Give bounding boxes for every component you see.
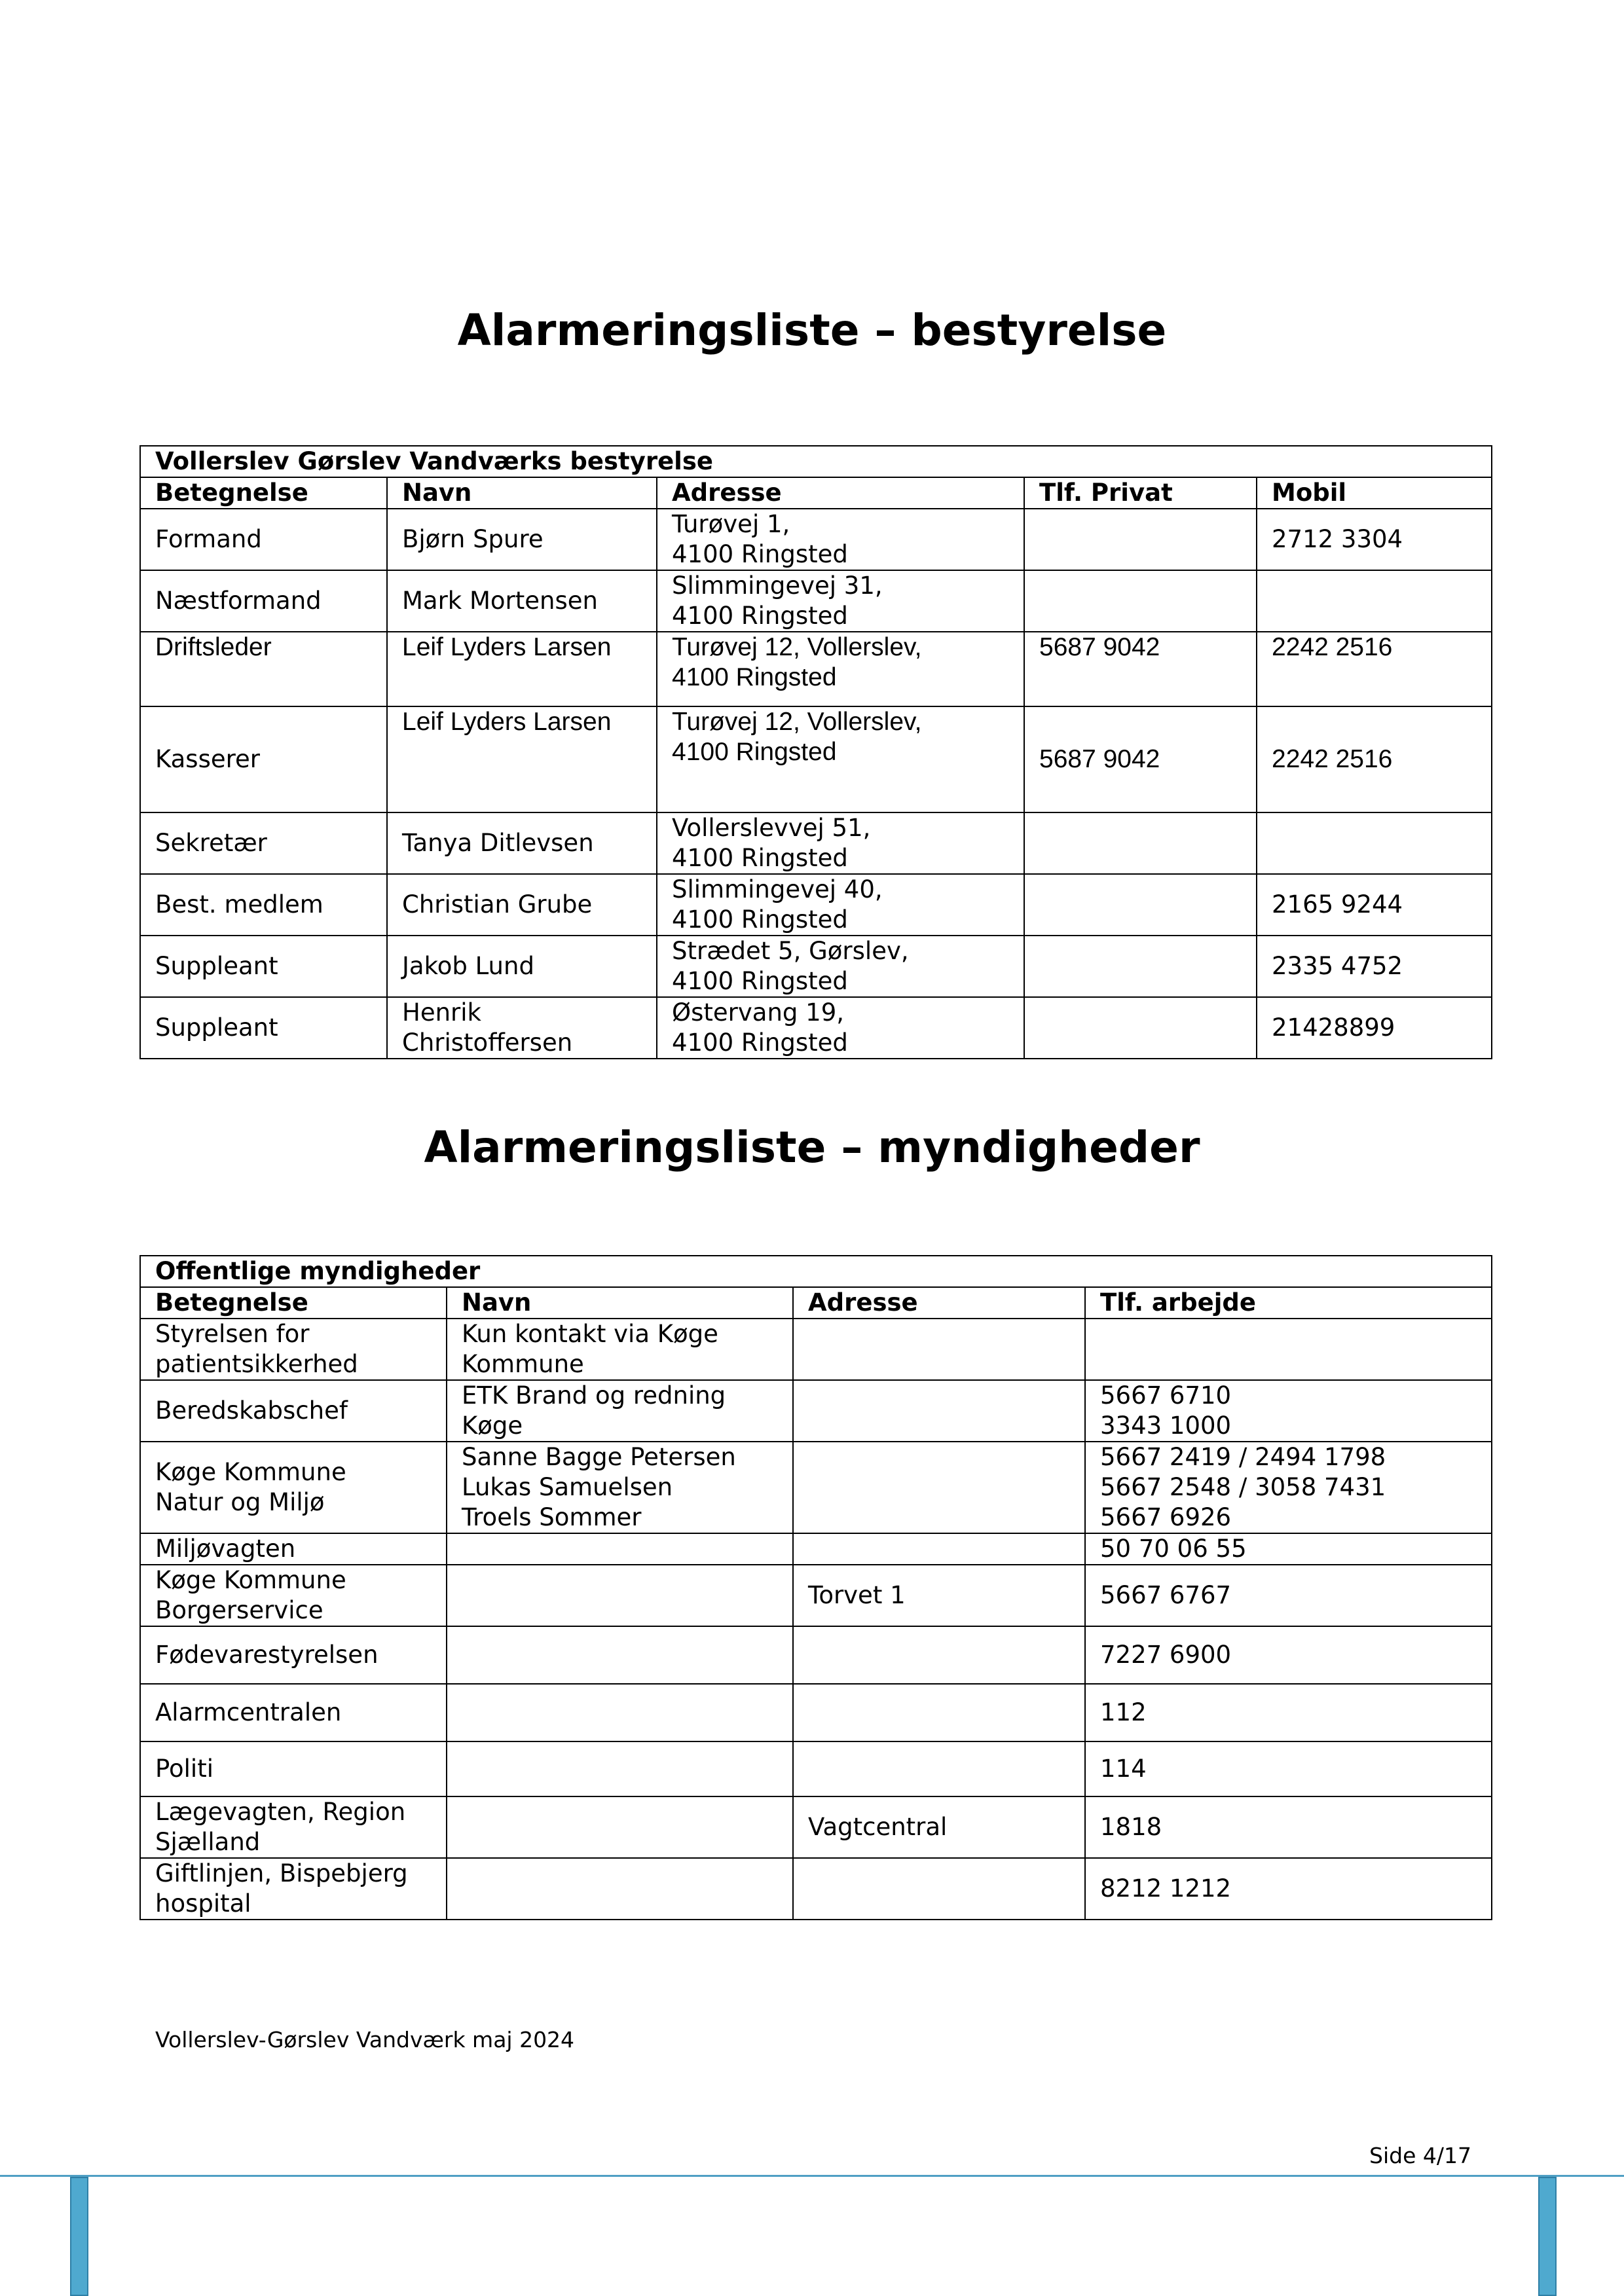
cell-role: Driftsleder	[140, 632, 387, 706]
cell-name: Kun kontakt via Køge Kommune	[447, 1319, 793, 1380]
cell-address	[793, 1533, 1085, 1565]
cell-role: Fødevarestyrelsen	[140, 1626, 447, 1684]
table-row	[140, 1533, 1492, 1565]
cell-role: Beredskabschef	[140, 1380, 447, 1442]
cell-address: Turøvej 12, Vollerslev, 4100 Ringsted	[657, 632, 1024, 706]
cell-mobile: 2242 2516	[1257, 706, 1492, 812]
cell-name: Tanya Ditlevsen	[387, 812, 657, 874]
cell-mobile: 2165 9244	[1257, 874, 1492, 936]
cell-address: Torvet 1	[793, 1565, 1085, 1626]
cell-name: Christian Grube	[387, 874, 657, 936]
column-header-name: Navn	[387, 477, 657, 509]
cell-mobile	[1257, 812, 1492, 874]
table-row	[140, 1626, 1492, 1684]
cell-address: Turøvej 1, 4100 Ringsted	[657, 509, 1024, 570]
cell-name: Sanne Bagge Petersen Lukas Samuelsen Troels Sommer	[447, 1442, 793, 1533]
cell-phone: 7227 6900	[1085, 1626, 1492, 1684]
cell-role: Alarmcentralen	[140, 1684, 447, 1741]
column-header-role: Betegnelse	[140, 477, 387, 509]
table-row	[140, 1858, 1492, 1920]
footer-bar-left	[70, 2177, 88, 2296]
cell-mobile: 21428899	[1257, 997, 1492, 1059]
cell-phone	[1024, 570, 1257, 632]
cell-address	[793, 1858, 1085, 1920]
cell-address	[793, 1626, 1085, 1684]
cell-address: Slimmingevej 31, 4100 Ringsted	[657, 570, 1024, 632]
table-row	[140, 936, 1492, 997]
cell-role: Suppleant	[140, 997, 387, 1059]
table-row	[140, 1319, 1492, 1380]
cell-role: Miljøvagten	[140, 1533, 447, 1565]
cell-name	[447, 1626, 793, 1684]
table-row	[140, 1741, 1492, 1796]
column-header-phone: Tlf. Privat	[1024, 477, 1257, 509]
cell-role: Kasserer	[140, 706, 387, 812]
cell-role: Styrelsen for patientsikkerhed	[140, 1319, 447, 1380]
cell-name	[447, 1741, 793, 1796]
cell-mobile: 2712 3304	[1257, 509, 1492, 570]
board-table-caption: Vollerslev Gørslev Vandværks bestyrelse	[140, 446, 1492, 477]
cell-mobile	[1257, 570, 1492, 632]
page-number: Side 4/17	[1369, 2143, 1471, 2168]
cell-phone	[1024, 812, 1257, 874]
table-row	[140, 812, 1492, 874]
cell-role: Giftlinjen, Bispebjerg hospital	[140, 1858, 447, 1920]
cell-address	[793, 1442, 1085, 1533]
cell-name	[447, 1858, 793, 1920]
cell-role: Køge Kommune Borgerservice	[140, 1565, 447, 1626]
column-header-address: Adresse	[793, 1287, 1085, 1319]
cell-name: Leif Lyders Larsen	[387, 632, 657, 706]
cell-phone: 8212 1212	[1085, 1858, 1492, 1920]
cell-phone	[1024, 936, 1257, 997]
cell-address	[793, 1380, 1085, 1442]
cell-address: Strædet 5, Gørslev, 4100 Ringsted	[657, 936, 1024, 997]
table-row	[140, 997, 1492, 1059]
table-row	[140, 1380, 1492, 1442]
cell-name	[447, 1565, 793, 1626]
board-table	[139, 445, 1492, 1059]
cell-phone	[1024, 997, 1257, 1059]
column-header-mobile: Mobil	[1257, 477, 1492, 509]
table-row	[140, 570, 1492, 632]
cell-name: Mark Mortensen	[387, 570, 657, 632]
authority-section-title: Alarmeringsliste – myndigheder	[424, 1122, 1200, 1173]
cell-name	[447, 1533, 793, 1565]
cell-mobile: 2335 4752	[1257, 936, 1492, 997]
cell-role: Sekretær	[140, 812, 387, 874]
table-row	[140, 509, 1492, 570]
cell-address	[793, 1319, 1085, 1380]
table-row	[140, 632, 1492, 706]
cell-role: Lægevagten, Region Sjælland	[140, 1796, 447, 1858]
footer-note: Vollerslev-Gørslev Vandværk maj 2024	[155, 2027, 575, 2052]
authority-table-caption: Offentlige myndigheder	[140, 1256, 1492, 1287]
cell-name	[447, 1684, 793, 1741]
cell-address: Vagtcentral	[793, 1796, 1085, 1858]
cell-address	[793, 1741, 1085, 1796]
cell-phone	[1024, 874, 1257, 936]
cell-role: Politi	[140, 1741, 447, 1796]
cell-phone: 5687 9042	[1024, 632, 1257, 706]
cell-address	[793, 1684, 1085, 1741]
table-row	[140, 1684, 1492, 1741]
authority-table	[139, 1255, 1492, 1920]
cell-name: ETK Brand og redning Køge	[447, 1380, 793, 1442]
cell-name: Henrik Christoffersen	[387, 997, 657, 1059]
cell-mobile: 2242 2516	[1257, 632, 1492, 706]
table-row	[140, 706, 1492, 812]
cell-name: Leif Lyders Larsen	[387, 706, 657, 812]
cell-phone: 5667 2419 / 2494 1798 5667 2548 / 3058 7431 5667 6926	[1085, 1442, 1492, 1533]
cell-phone: 114	[1085, 1741, 1492, 1796]
cell-role: Køge Kommune Natur og Miljø	[140, 1442, 447, 1533]
column-header-name: Navn	[447, 1287, 793, 1319]
cell-address: Slimmingevej 40, 4100 Ringsted	[657, 874, 1024, 936]
table-row	[140, 874, 1492, 936]
cell-role: Næstformand	[140, 570, 387, 632]
column-header-role: Betegnelse	[140, 1287, 447, 1319]
cell-phone: 112	[1085, 1684, 1492, 1741]
cell-phone: 5667 6710 3343 1000	[1085, 1380, 1492, 1442]
table-row	[140, 1565, 1492, 1626]
cell-name: Jakob Lund	[387, 936, 657, 997]
cell-role: Best. medlem	[140, 874, 387, 936]
column-header-work-phone: Tlf. arbejde	[1085, 1287, 1492, 1319]
cell-name	[447, 1796, 793, 1858]
cell-phone: 5687 9042	[1024, 706, 1257, 812]
cell-phone	[1085, 1319, 1492, 1380]
table-row	[140, 1442, 1492, 1533]
cell-address: Turøvej 12, Vollerslev, 4100 Ringsted	[657, 706, 1024, 812]
cell-phone	[1024, 509, 1257, 570]
column-header-address: Adresse	[657, 477, 1024, 509]
board-section-title: Alarmeringsliste – bestyrelse	[457, 305, 1167, 355]
footer-rule	[0, 2175, 1624, 2177]
cell-address: Østervang 19, 4100 Ringsted	[657, 997, 1024, 1059]
cell-name: Bjørn Spure	[387, 509, 657, 570]
cell-phone: 1818	[1085, 1796, 1492, 1858]
cell-phone: 50 70 06 55	[1085, 1533, 1492, 1565]
cell-address: Vollerslevvej 51, 4100 Ringsted	[657, 812, 1024, 874]
table-row	[140, 1796, 1492, 1858]
cell-phone: 5667 6767	[1085, 1565, 1492, 1626]
cell-role: Formand	[140, 509, 387, 570]
cell-role: Suppleant	[140, 936, 387, 997]
footer-bar-right	[1538, 2177, 1557, 2296]
